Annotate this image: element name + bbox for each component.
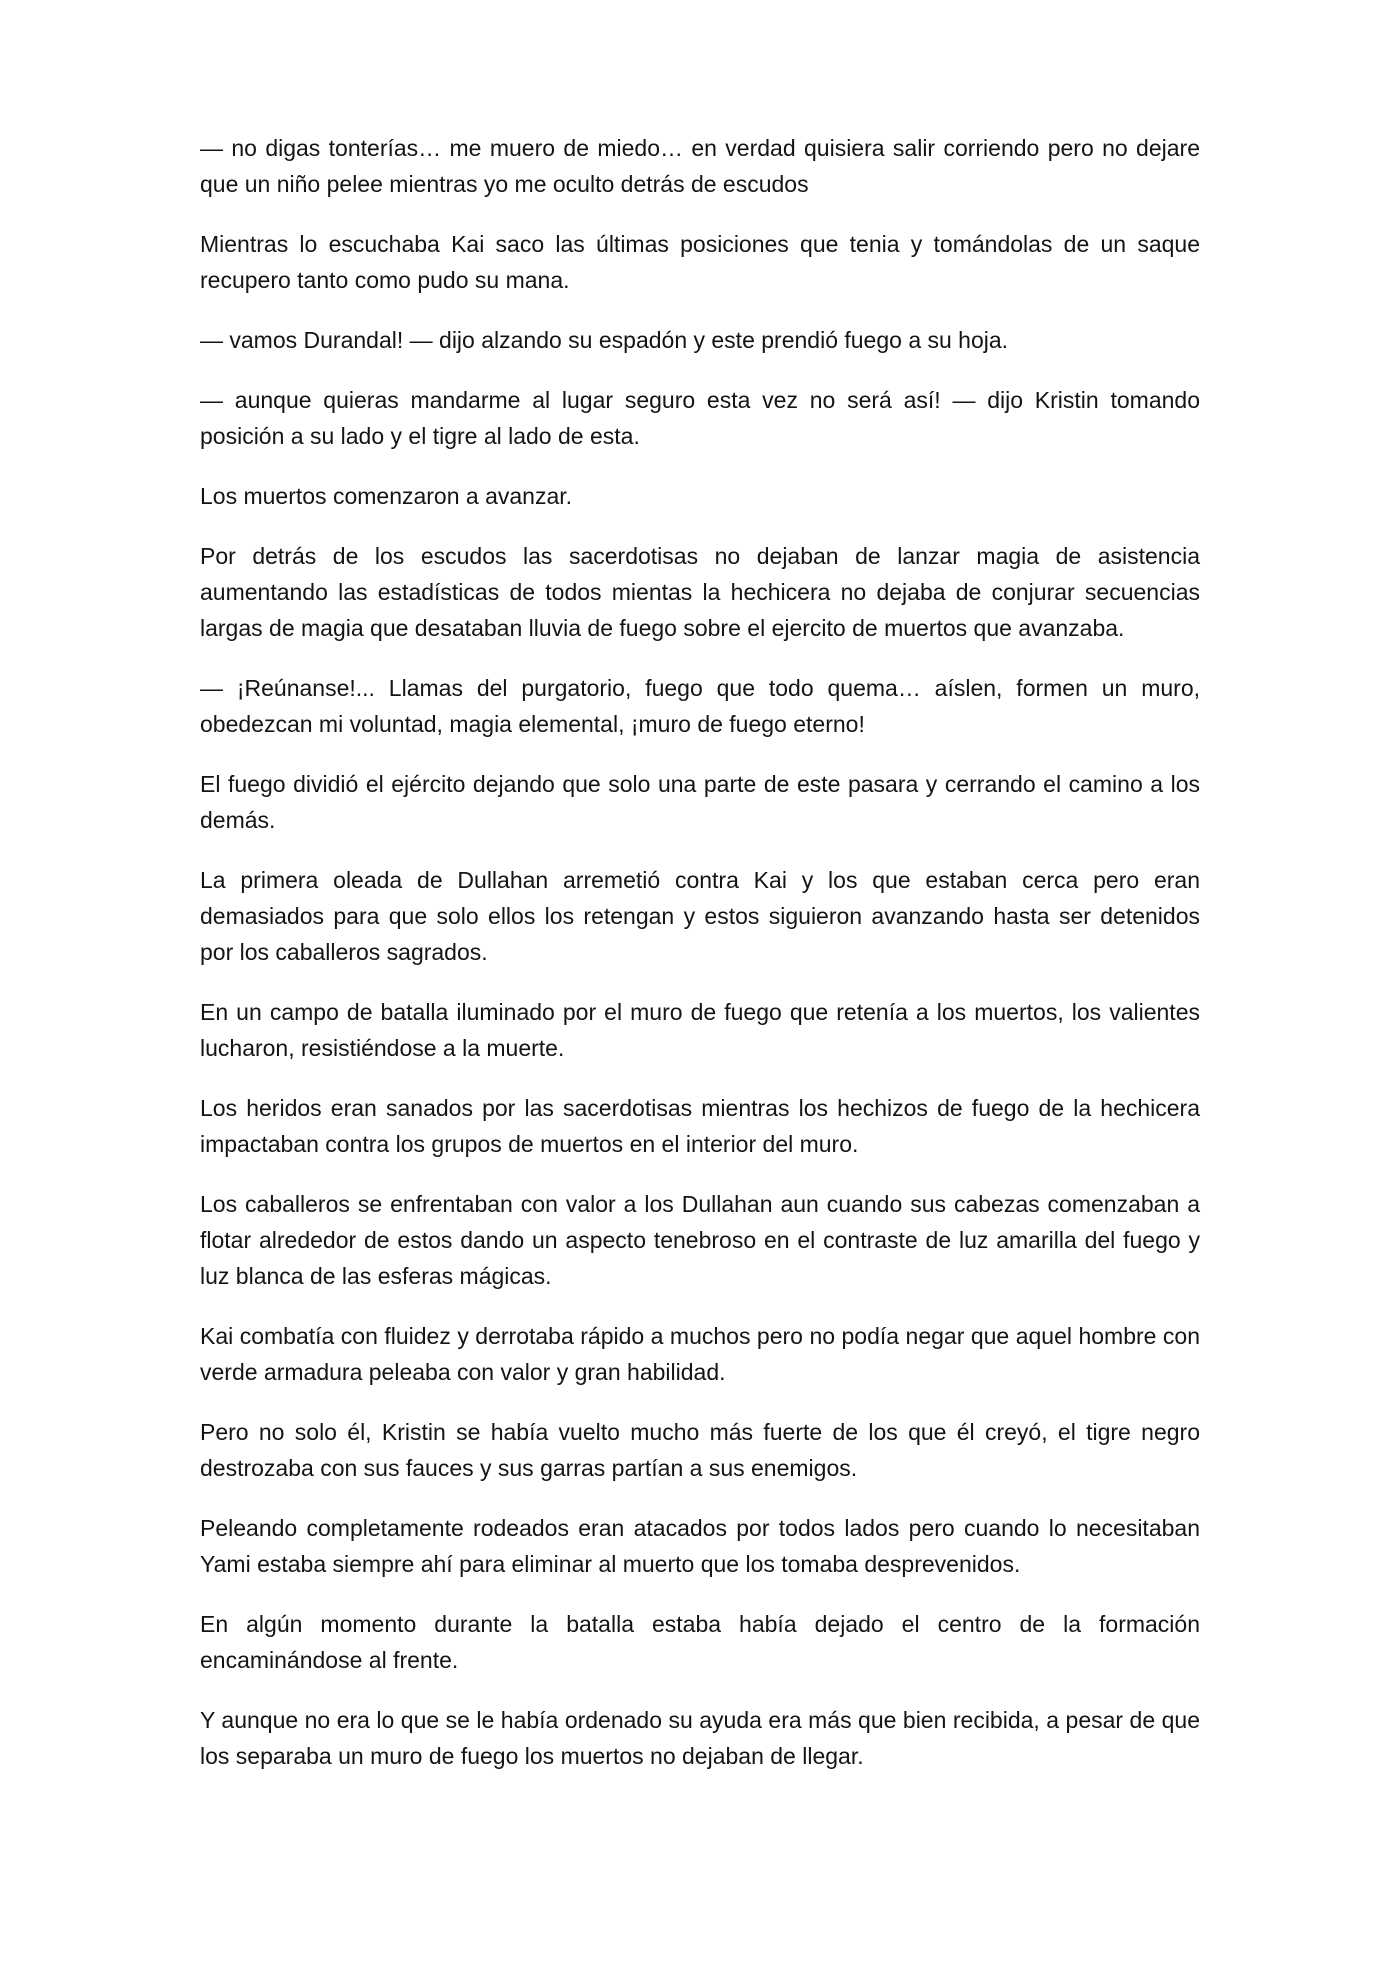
paragraph: La primera oleada de Dullahan arremetió contra Kai y los que estaban cerca pero eran demasiados para que solo ellos los retengan y estos siguieron avanzando hasta ser detenidos por los caballeros sagrados. [200,867,1200,965]
paragraph: Y aunque no era lo que se le había ordenado su ayuda era más que bien recibida, a pesar de que los separaba un muro de fuego los muertos no dejaban de llegar. [200,1707,1200,1769]
paragraph: Los caballeros se enfrentaban con valor a los Dullahan aun cuando sus cabezas comenzaban a flotar alrededor de estos dando un aspecto tenebroso en el contraste de luz amarilla del fuego y luz blanca de las esferas mágicas. [200,1191,1200,1289]
paragraph: Kai combatía con fluidez y derrotaba rápido a muchos pero no podía negar que aquel hombre con verde armadura peleaba con valor y gran habilidad. [200,1323,1200,1385]
paragraph: Mientras lo escuchaba Kai saco las últimas posiciones que tenia y tomándolas de un saque recupero tanto como pudo su mana. [200,231,1200,293]
paragraph: Peleando completamente rodeados eran atacados por todos lados pero cuando lo necesitaban Yami estaba siempre ahí para eliminar al muerto que los tomaba desprevenidos. [200,1515,1200,1577]
paragraph: En un campo de batalla iluminado por el muro de fuego que retenía a los muertos, los valientes lucharon, resistiéndose a la muerte. [200,999,1200,1061]
paragraph: En algún momento durante la batalla estaba había dejado el centro de la formación encaminándose al frente. [200,1611,1200,1673]
paragraph: Los muertos comenzaron a avanzar. [200,483,573,509]
paragraph: — aunque quieras mandarme al lugar seguro esta vez no será así! — dijo Kristin tomando posición a su lado y el tigre al lado de esta. [200,387,1200,449]
paragraph: Los heridos eran sanados por las sacerdotisas mientras los hechizos de fuego de la hechicera impactaban contra los grupos de muertos en el interior del muro. [200,1095,1200,1157]
paragraph: — ¡Reúnanse!... Llamas del purgatorio, fuego que todo quema… aíslen, formen un muro, obedezcan mi voluntad, magia elemental, ¡muro de fuego eterno! [200,675,1200,737]
paragraph: Por detrás de los escudos las sacerdotisas no dejaban de lanzar magia de asistencia aumentando las estadísticas de todos mientas la hechicera no dejaba de conjurar secuencias largas de magia que desataban lluvia de fuego sobre el ejercito de muertos que avanzaba. [200,543,1200,641]
paragraph: El fuego dividió el ejército dejando que solo una parte de este pasara y cerrando el camino a los demás. [200,771,1200,833]
paragraph: Pero no solo él, Kristin se había vuelto mucho más fuerte de los que él creyó, el tigre negro destrozaba con sus fauces y sus garras partían a sus enemigos. [200,1419,1200,1481]
document-body [200,130,1200,1798]
paragraph: — no digas tonterías… me muero de miedo… en verdad quisiera salir corriendo pero no dejare que un niño pelee mientras yo me oculto detrás de escudos [200,135,1200,197]
paragraph: — vamos Durandal! — dijo alzando su espadón y este prendió fuego a su hoja. [200,327,1009,353]
